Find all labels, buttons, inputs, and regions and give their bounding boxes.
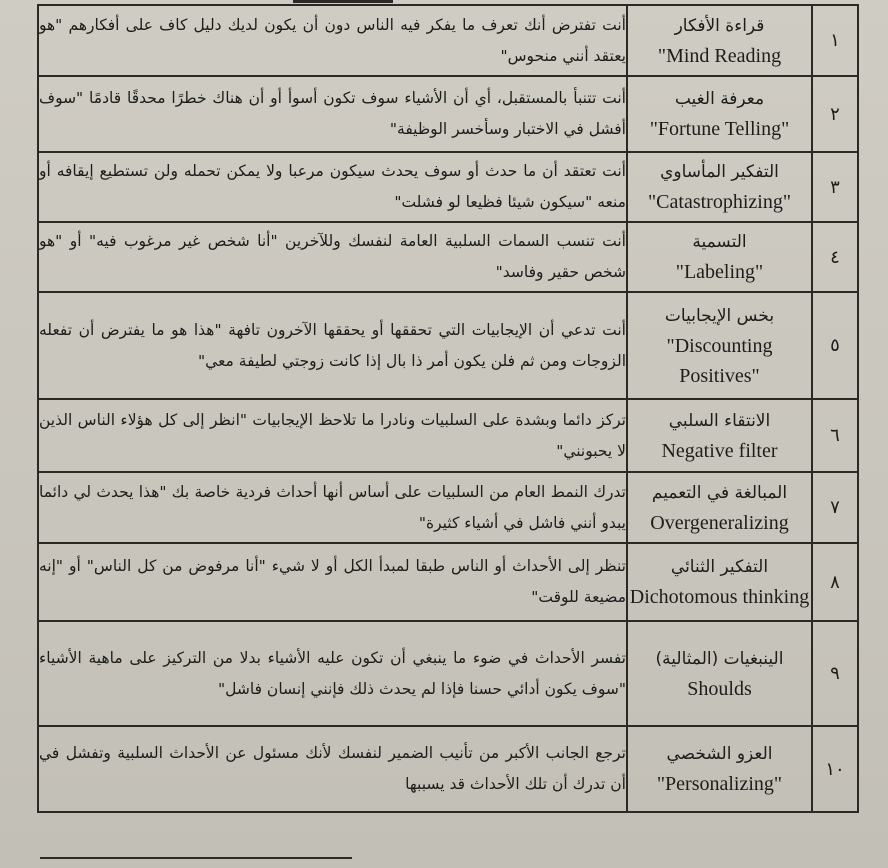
table-row [38,152,858,222]
table-row [38,222,858,292]
row-number: ١٠ [812,726,858,812]
distortion-name-english: Overgeneralizing [650,511,789,534]
top-rule-divider [293,0,393,3]
row-number: ٨ [812,543,858,621]
distortion-name [627,399,812,472]
distortion-description: أنت تعتقد أن ما حدث أو سوف يحدث سيكون مرعبا ولا يمكن تحمله ولن تستطيع إيقافه أو منعه "سيكون شيئا فظيعا لو فشلت" [38,152,627,222]
distortion-name-english: Dichotomous thinking [629,586,810,608]
distortion-name-arabic: الينبغيات (المثالية) [655,648,784,669]
distortion-name-english: "Labeling" [675,261,764,283]
distortion-name-english: "Fortune Telling" [649,118,790,140]
distortion-name-arabic: التسمية [692,232,747,252]
distortion-name-arabic: قراءة الأفكار [674,15,765,36]
table-row [38,472,858,543]
distortion-name [627,292,812,399]
cognitive-distortions-table [37,4,859,813]
distortion-description: تركز دائما وبشدة على السلبيات ونادرا ما تلاحظ الإيجابيات "انظر إلى كل هؤلاء الناس الذين لا يحبونني" [38,399,627,472]
distortion-name-english: "Mind Reading [657,44,782,67]
distortion-name-arabic: بخس الإيجابيات [664,305,775,326]
distortion-name [627,152,812,222]
distortion-name-english: "Discounting Positives" [666,334,773,387]
table-row [38,76,858,152]
distortion-name-english: "Catastrophizing" [648,191,791,213]
distortion-name [627,621,812,726]
table-row [38,292,858,399]
distortion-name-english: Negative filter [661,439,778,462]
distortion-name [627,543,812,621]
distortion-name [627,5,812,76]
distortion-description: أنت تفترض أنك تعرف ما يفكر فيه الناس دون أن يكون لديك دليل كاف على أفكارهم "هو يعتقد أنني منحوس" [38,5,627,76]
row-number: ٣ [812,152,858,222]
row-number: ١ [812,5,858,76]
distortion-name [627,222,812,292]
footnote-rule-divider [40,857,352,859]
distortion-name-arabic: التفكير المأساوي [660,162,779,182]
distortion-name [627,726,812,812]
distortion-name [627,472,812,543]
row-number: ٤ [812,222,858,292]
row-number: ٥ [812,292,858,399]
distortion-description: تدرك النمط العام من السلبيات على أساس أنها أحداث فردية خاصة بك "هذا يحدث لي دائما يبدو أنني فاشل في أشياء كثيرة" [38,472,627,543]
distortion-name-arabic: التفكير الثنائي [670,557,769,577]
distortion-name-arabic: المبالغة في التعميم [651,482,788,503]
table-row [38,543,858,621]
distortion-description: تنظر إلى الأحداث أو الناس طبقا لمبدأ الكل أو لا شيء "أنا مرفوض من كل الناس" أو "إنه مضيعة للوقت" [38,543,627,621]
row-number: ٩ [812,621,858,726]
row-number: ٧ [812,472,858,543]
table-row [38,621,858,726]
table-row [38,399,858,472]
distortion-name-english: "Personalizing" [656,773,783,795]
distortion-name-arabic: الانتقاء السلبي [668,410,771,431]
table-row [38,5,858,76]
distortion-description: تفسر الأحداث في ضوء ما ينبغي أن تكون عليه الأشياء بدلا من التركيز على ماهية الأشياء "سوف يكون أدائي حسنا فإذا لم يحدث ذلك فإنني إنسان فاشل" [38,621,627,726]
distortion-name-arabic: العزو الشخصي [666,744,773,764]
distortion-description: أنت تدعي أن الإيجابيات التي تحققها أو يحققها الآخرون تافهة "هذا هو ما يفترض أن تفعله الزوجات ومن ثم فلن يكون أمر ذا بال إذا كانت زوجتي لطيفة معي" [38,292,627,399]
row-number: ٢ [812,76,858,152]
row-number: ٦ [812,399,858,472]
distortion-name [627,76,812,152]
distortion-description: أنت تنسب السمات السلبية العامة لنفسك وللآخرين "أنا شخص غير مرغوب فيه" أو "هو شخص حقير وفاسد" [38,222,627,292]
distortion-description: ترجع الجانب الأكبر من تأنيب الضمير لنفسك لأنك مسئول عن الأحداث السلبية وتفشل في أن تدرك أن تلك الأحداث قد يسببها [38,726,627,812]
table-row [38,726,858,812]
distortion-name-arabic: معرفة الغيب [674,89,765,109]
distortion-description: أنت تتنبأ بالمستقبل، أي أن الأشياء سوف تكون أسوأ أو أن هناك خطرًا محدقًا قادمًا "سوف أفشل في الاختبار وسأخسر الوظيفة" [38,76,627,152]
distortion-name-english: Shoulds [687,677,752,700]
